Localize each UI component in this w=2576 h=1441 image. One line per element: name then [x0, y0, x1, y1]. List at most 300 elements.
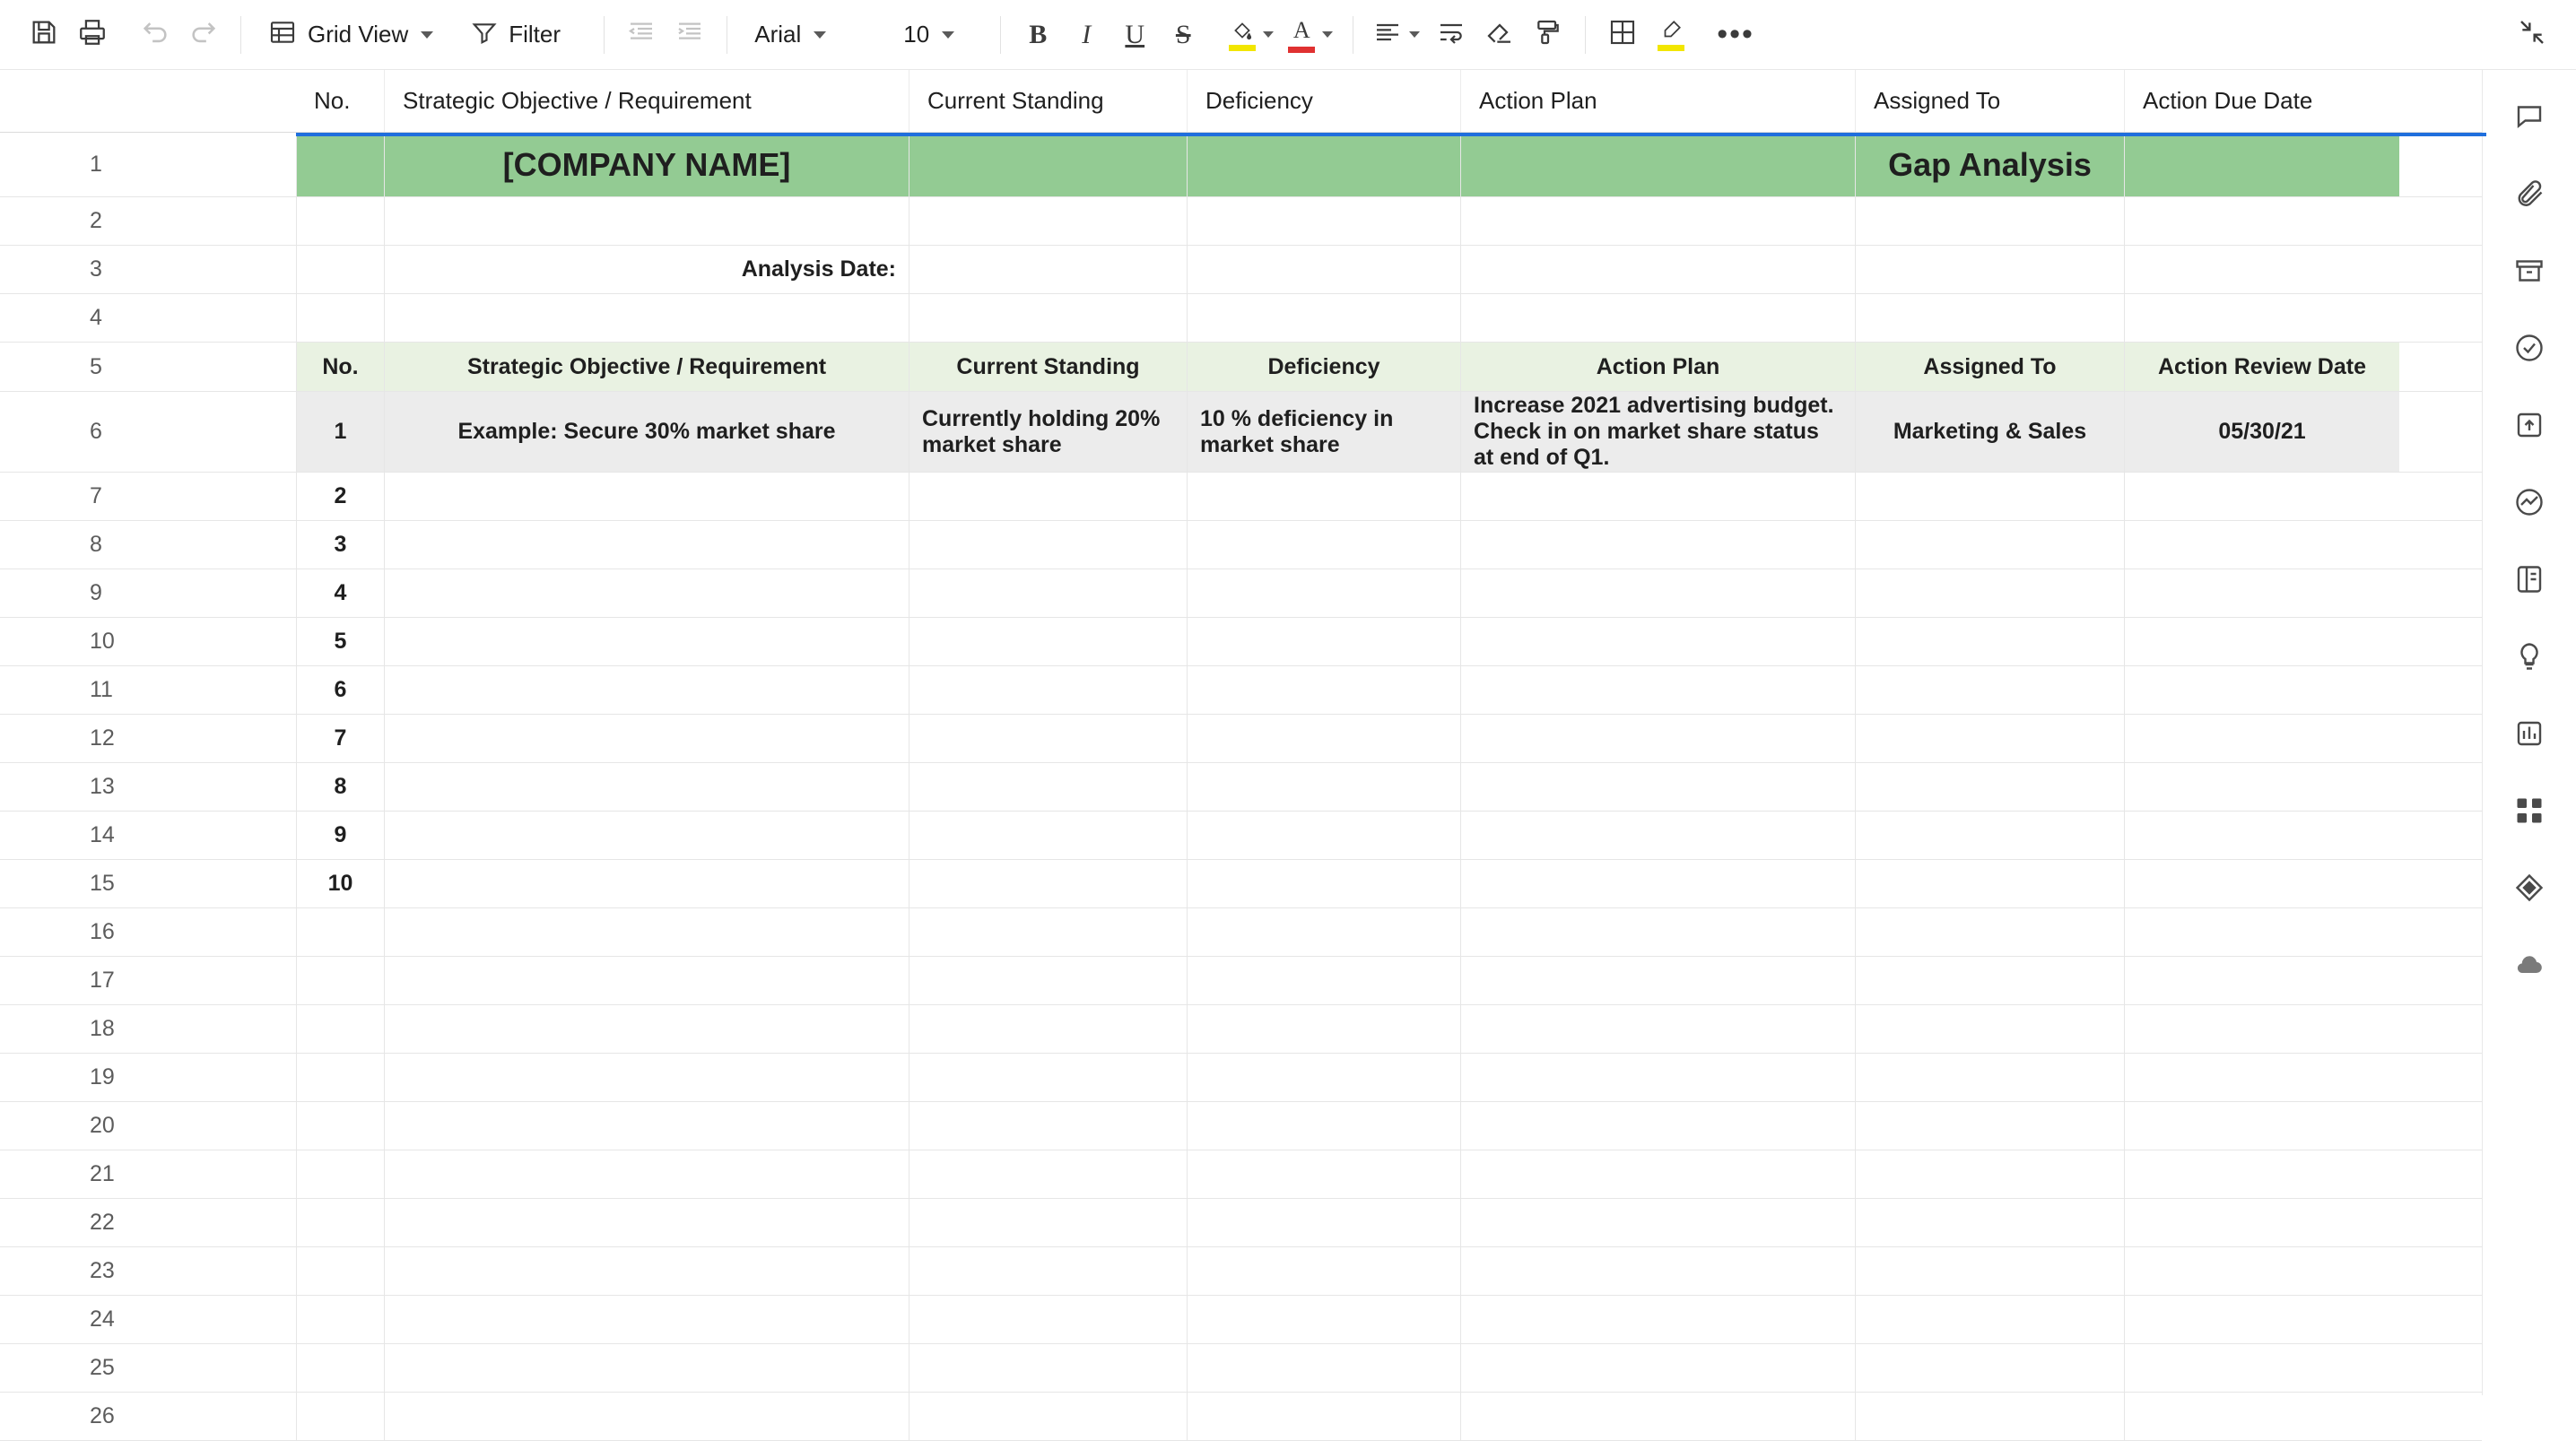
cell[interactable] — [1460, 957, 1855, 1004]
row-number[interactable]: 22 — [0, 1199, 296, 1246]
highlighter-button[interactable] — [1647, 11, 1695, 59]
cell-objective[interactable] — [384, 860, 909, 907]
cell[interactable] — [1187, 197, 1460, 245]
cell[interactable] — [1855, 246, 2124, 293]
cell[interactable] — [1460, 1150, 1855, 1198]
row-number[interactable]: 1 — [0, 133, 296, 196]
cell-action[interactable] — [1460, 569, 1855, 617]
cell-assigned[interactable] — [1855, 812, 2124, 859]
cell[interactable] — [1187, 294, 1460, 342]
cell[interactable] — [296, 197, 384, 245]
cell[interactable] — [1187, 908, 1460, 956]
cell-due[interactable] — [2124, 473, 2399, 520]
cell-current[interactable] — [909, 715, 1187, 762]
cell[interactable] — [1460, 1199, 1855, 1246]
table-row[interactable] — [0, 294, 2482, 343]
field-header-current[interactable]: Current Standing — [909, 70, 1187, 132]
cell-example-action[interactable]: Increase 2021 advertising budget. Check in on market share status at end of Q1. — [1460, 392, 1855, 472]
text-color-icon: A — [1288, 17, 1315, 53]
cell[interactable] — [1187, 1102, 1460, 1150]
cloud-icon[interactable] — [2497, 933, 2562, 997]
row-number[interactable]: 19 — [0, 1054, 296, 1101]
cell[interactable] — [1187, 1005, 1460, 1053]
cell-current[interactable] — [909, 860, 1187, 907]
more-options-button[interactable] — [1710, 11, 1762, 59]
cell[interactable] — [1460, 1005, 1855, 1053]
row-number[interactable]: 13 — [0, 763, 296, 811]
column-header-objective[interactable]: Strategic Objective / Requirement — [384, 343, 909, 391]
row-number[interactable]: 21 — [0, 1150, 296, 1198]
row-number[interactable]: 15 — [0, 860, 296, 907]
toolbar-divider — [240, 16, 241, 54]
cell-objective[interactable] — [384, 715, 909, 762]
cell-analysis-date-label[interactable]: Analysis Date: — [384, 246, 909, 293]
italic-icon: I — [1082, 19, 1092, 49]
cell-current[interactable] — [909, 763, 1187, 811]
cell-action[interactable] — [1460, 763, 1855, 811]
italic-button[interactable] — [1062, 11, 1110, 59]
chevron-down-icon — [814, 31, 826, 39]
cell-no[interactable]: 4 — [296, 569, 384, 617]
collapse-button[interactable] — [2508, 11, 2556, 59]
cell[interactable] — [384, 294, 909, 342]
idea-icon[interactable] — [2497, 624, 2562, 689]
row-number[interactable]: 16 — [0, 908, 296, 956]
format-painter-icon — [1534, 18, 1562, 51]
cell[interactable] — [909, 957, 1187, 1004]
summary-icon[interactable] — [2497, 547, 2562, 612]
cell-assigned[interactable] — [1855, 569, 2124, 617]
toolbar-divider-4 — [1000, 16, 1001, 54]
cell[interactable] — [1855, 908, 2124, 956]
cell[interactable] — [296, 1296, 384, 1343]
cell[interactable] — [384, 1054, 909, 1101]
cell[interactable] — [296, 294, 384, 342]
cell[interactable] — [384, 1296, 909, 1343]
column-header-assigned[interactable]: Assigned To — [1855, 343, 2124, 391]
cell-deficiency[interactable] — [1187, 715, 1460, 762]
field-header-deficiency[interactable]: Deficiency — [1187, 70, 1460, 132]
cell[interactable] — [1187, 957, 1460, 1004]
fill-color-button[interactable] — [1222, 11, 1281, 59]
cell[interactable] — [1187, 1199, 1460, 1246]
cell-objective[interactable] — [384, 812, 909, 859]
table-row[interactable] — [0, 957, 2482, 1005]
highlighter-icon — [1658, 19, 1684, 51]
row-number[interactable]: 7 — [0, 473, 296, 520]
cell[interactable] — [1855, 1150, 2124, 1198]
grid-view-label: Grid View — [308, 21, 409, 48]
cell-no[interactable]: 2 — [296, 473, 384, 520]
cell-objective[interactable] — [384, 521, 909, 569]
table-row[interactable] — [0, 715, 2482, 763]
eraser-icon — [1485, 18, 1514, 51]
table-row[interactable] — [0, 1054, 2482, 1102]
table-row[interactable] — [0, 666, 2482, 715]
column-header-review[interactable]: Action Review Date — [2124, 343, 2399, 391]
cell-deficiency[interactable] — [1187, 521, 1460, 569]
save-button[interactable] — [20, 11, 68, 59]
row-number[interactable]: 2 — [0, 197, 296, 245]
filter-icon — [471, 19, 498, 50]
cell[interactable] — [1460, 1296, 1855, 1343]
cell[interactable] — [1855, 197, 2124, 245]
cell[interactable] — [384, 1393, 909, 1440]
right-sidebar — [2482, 70, 2576, 1395]
field-header-no[interactable]: No. — [314, 87, 351, 114]
table-row[interactable] — [0, 908, 2482, 957]
cell-assigned[interactable] — [1855, 473, 2124, 520]
row-number[interactable]: 20 — [0, 1102, 296, 1150]
apps-icon[interactable] — [2497, 778, 2562, 843]
table-row[interactable] — [0, 860, 2482, 908]
cell[interactable] — [1855, 957, 2124, 1004]
cell[interactable] — [1187, 246, 1460, 293]
cell-banner-4[interactable] — [1460, 133, 1855, 196]
cell-due[interactable] — [2124, 715, 2399, 762]
cell-action[interactable] — [1460, 666, 1855, 714]
main-area — [0, 70, 2576, 1428]
cell-example-objective[interactable]: Example: Secure 30% market share — [384, 392, 909, 472]
cell-banner-3[interactable] — [1187, 133, 1460, 196]
cell[interactable] — [1187, 1150, 1460, 1198]
cell[interactable] — [909, 908, 1187, 956]
cell[interactable] — [1187, 1054, 1460, 1101]
table-row[interactable] — [0, 133, 2482, 197]
table-row[interactable] — [0, 1005, 2482, 1054]
field-header-bar — [0, 70, 2482, 133]
cell[interactable] — [1460, 1393, 1855, 1440]
cell[interactable] — [1855, 1296, 2124, 1343]
cell[interactable] — [2124, 1344, 2399, 1392]
cell[interactable] — [2124, 1054, 2399, 1101]
field-header-objective[interactable]: Strategic Objective / Requirement — [384, 70, 909, 132]
bold-button[interactable] — [1014, 11, 1062, 59]
archive-icon[interactable] — [2497, 239, 2562, 303]
font-family-value: Arial — [754, 21, 802, 48]
cell[interactable] — [909, 1102, 1187, 1150]
table-row[interactable] — [0, 1102, 2482, 1150]
cell[interactable] — [2124, 1199, 2399, 1246]
cell-current[interactable] — [909, 569, 1187, 617]
column-header-no[interactable]: No. — [296, 343, 384, 391]
cell[interactable] — [1460, 1102, 1855, 1150]
cell[interactable] — [296, 1150, 384, 1198]
borders-button[interactable] — [1598, 11, 1647, 59]
chevron-down-icon — [1263, 31, 1274, 38]
table-row[interactable] — [0, 1247, 2482, 1296]
cell[interactable] — [296, 1005, 384, 1053]
cell-no[interactable]: 10 — [296, 860, 384, 907]
cell-deficiency[interactable] — [1187, 860, 1460, 907]
attachment-icon[interactable] — [2497, 161, 2562, 226]
cell[interactable] — [2124, 957, 2399, 1004]
cell[interactable] — [2124, 246, 2399, 293]
redo-icon — [188, 17, 219, 52]
table-row[interactable] — [0, 1296, 2482, 1344]
cell[interactable] — [1460, 1344, 1855, 1392]
column-header-action[interactable]: Action Plan — [1460, 343, 1855, 391]
cell[interactable] — [1855, 1054, 2124, 1101]
row-number[interactable]: 5 — [0, 343, 296, 391]
cell-example-assigned[interactable]: Marketing & Sales — [1855, 392, 2124, 472]
cell[interactable] — [384, 908, 909, 956]
cell[interactable] — [909, 197, 1187, 245]
table-row[interactable] — [0, 246, 2482, 294]
selection-indicator — [296, 133, 2486, 136]
activity-icon[interactable] — [2497, 316, 2562, 380]
cell[interactable] — [1460, 1054, 1855, 1101]
print-button[interactable] — [68, 11, 117, 59]
cell-no[interactable]: 5 — [296, 618, 384, 665]
cell-current[interactable] — [909, 812, 1187, 859]
field-header-assigned[interactable]: Assigned To — [1855, 70, 2124, 132]
cell[interactable] — [909, 1054, 1187, 1101]
cell-assigned[interactable] — [1855, 715, 2124, 762]
table-row[interactable] — [0, 1393, 2482, 1441]
cell-no[interactable]: 9 — [296, 812, 384, 859]
wrap-text-button[interactable] — [1427, 11, 1475, 59]
row-number[interactable]: 14 — [0, 812, 296, 859]
cell-action[interactable] — [1460, 860, 1855, 907]
diamond-icon[interactable] — [2497, 855, 2562, 920]
cell-due[interactable] — [2124, 812, 2399, 859]
cell[interactable] — [909, 1150, 1187, 1198]
cell[interactable] — [384, 197, 909, 245]
cell[interactable] — [1187, 1247, 1460, 1295]
table-row[interactable] — [0, 521, 2482, 569]
row-number[interactable]: 26 — [0, 1393, 296, 1440]
trend-icon[interactable] — [2497, 470, 2562, 534]
cell[interactable] — [1187, 1296, 1460, 1343]
cell[interactable] — [384, 1344, 909, 1392]
cell-current[interactable] — [909, 618, 1187, 665]
wrap-text-icon — [1437, 18, 1466, 51]
cell[interactable] — [2124, 1150, 2399, 1198]
cell-current[interactable] — [909, 473, 1187, 520]
font-family-selector[interactable] — [740, 11, 875, 59]
text-align-button[interactable] — [1366, 11, 1427, 59]
cell-objective[interactable] — [384, 666, 909, 714]
cell-deficiency[interactable] — [1187, 666, 1460, 714]
cell-no[interactable]: 3 — [296, 521, 384, 569]
table-row[interactable] — [0, 1344, 2482, 1393]
table-row[interactable] — [0, 197, 2482, 246]
cell-example-deficiency[interactable]: 10 % deficiency in market share — [1187, 392, 1460, 472]
cell[interactable] — [909, 1393, 1187, 1440]
decrease-indent-button[interactable] — [617, 11, 666, 59]
row-number[interactable]: 23 — [0, 1247, 296, 1295]
cell-action[interactable] — [1460, 715, 1855, 762]
table-row[interactable] — [0, 343, 2482, 392]
align-left-icon — [1373, 18, 1402, 51]
cell[interactable] — [1460, 908, 1855, 956]
cell[interactable] — [2124, 197, 2399, 245]
table-row[interactable] — [0, 763, 2482, 812]
field-header-due[interactable]: Action Due Date — [2124, 70, 2399, 132]
cell-assigned[interactable] — [1855, 521, 2124, 569]
cell[interactable] — [384, 1150, 909, 1198]
row-number[interactable]: 11 — [0, 666, 296, 714]
cell[interactable] — [2124, 294, 2399, 342]
empty-rows — [0, 908, 2482, 1441]
grid-view-selector[interactable] — [254, 11, 442, 59]
cell[interactable] — [2124, 1296, 2399, 1343]
cell[interactable] — [296, 1393, 384, 1440]
cell-assigned[interactable] — [1855, 860, 2124, 907]
cell[interactable] — [909, 1296, 1187, 1343]
cell[interactable] — [296, 957, 384, 1004]
row-number[interactable]: 17 — [0, 957, 296, 1004]
cell[interactable] — [2124, 1393, 2399, 1440]
table-row[interactable] — [0, 1199, 2482, 1247]
cell[interactable] — [296, 908, 384, 956]
cell-current[interactable] — [909, 666, 1187, 714]
cell[interactable] — [2124, 1247, 2399, 1295]
cell-action[interactable] — [1460, 473, 1855, 520]
cell[interactable] — [909, 1199, 1187, 1246]
table-row[interactable] — [0, 392, 2482, 473]
cell[interactable] — [384, 1247, 909, 1295]
cell[interactable] — [1460, 197, 1855, 245]
filter-button[interactable] — [457, 11, 591, 59]
cell-objective[interactable] — [384, 618, 909, 665]
cell-action[interactable] — [1460, 618, 1855, 665]
cell-no[interactable]: 8 — [296, 763, 384, 811]
increase-indent-icon — [675, 18, 704, 51]
redo-button[interactable] — [179, 11, 228, 59]
cell[interactable] — [296, 1054, 384, 1101]
cell-deficiency[interactable] — [1187, 618, 1460, 665]
row-number[interactable]: 24 — [0, 1296, 296, 1343]
table-row[interactable] — [0, 812, 2482, 860]
row-number[interactable]: 10 — [0, 618, 296, 665]
cell-assigned[interactable] — [1855, 666, 2124, 714]
cell-banner-spacer[interactable] — [296, 133, 384, 196]
cell[interactable] — [1855, 1393, 2124, 1440]
cell[interactable] — [1855, 1247, 2124, 1295]
cell[interactable] — [2124, 908, 2399, 956]
cell-action[interactable] — [1460, 812, 1855, 859]
table-row[interactable] — [0, 473, 2482, 521]
cell-deficiency[interactable] — [1187, 763, 1460, 811]
cell[interactable] — [1855, 1199, 2124, 1246]
increase-indent-button[interactable] — [666, 11, 714, 59]
cell-assigned[interactable] — [1855, 618, 2124, 665]
cell-gap-analysis — [1855, 133, 2124, 196]
cell-due[interactable] — [2124, 666, 2399, 714]
cell-example-no[interactable]: 1 — [296, 392, 384, 472]
cell[interactable] — [384, 1005, 909, 1053]
row-number[interactable]: 6 — [0, 392, 296, 472]
row-number[interactable]: 25 — [0, 1344, 296, 1392]
cell-objective[interactable] — [384, 473, 909, 520]
field-header-action[interactable]: Action Plan — [1460, 70, 1855, 132]
cell[interactable] — [1187, 1393, 1460, 1440]
cell[interactable] — [296, 1344, 384, 1392]
cell-objective[interactable] — [384, 569, 909, 617]
cell[interactable] — [1855, 1005, 2124, 1053]
cell-deficiency[interactable] — [1187, 812, 1460, 859]
row-number[interactable]: 3 — [0, 246, 296, 293]
row-number[interactable]: 9 — [0, 569, 296, 617]
print-icon — [77, 17, 108, 52]
cell[interactable] — [1855, 1344, 2124, 1392]
cell[interactable] — [909, 1247, 1187, 1295]
cell[interactable] — [296, 1199, 384, 1246]
cell-due[interactable] — [2124, 618, 2399, 665]
cell-example-current[interactable]: Currently holding 20% market share — [909, 392, 1187, 472]
cell-due[interactable] — [2124, 763, 2399, 811]
cell-due[interactable] — [2124, 521, 2399, 569]
cell-assigned[interactable] — [1855, 763, 2124, 811]
cell-deficiency[interactable] — [1187, 473, 1460, 520]
cell[interactable] — [1187, 1344, 1460, 1392]
cell[interactable] — [1855, 294, 2124, 342]
spreadsheet[interactable] — [0, 70, 2482, 1428]
strikethrough-button[interactable] — [1159, 11, 1207, 59]
font-size-selector[interactable] — [889, 11, 988, 59]
cell[interactable] — [2124, 1005, 2399, 1053]
cell-no[interactable]: 7 — [296, 715, 384, 762]
cell-example-due[interactable]: 05/30/21 — [2124, 392, 2399, 472]
cell[interactable] — [1460, 1247, 1855, 1295]
cell[interactable] — [1460, 246, 1855, 293]
cell[interactable] — [909, 294, 1187, 342]
publish-icon[interactable] — [2497, 393, 2562, 457]
toolbar-divider-2 — [604, 16, 605, 54]
cell-due[interactable] — [2124, 860, 2399, 907]
cell-banner-5[interactable] — [2124, 133, 2399, 196]
cell-current[interactable] — [909, 521, 1187, 569]
table-row[interactable] — [0, 569, 2482, 618]
row-number[interactable]: 12 — [0, 715, 296, 762]
cell-banner-2[interactable] — [909, 133, 1187, 196]
cell[interactable] — [2124, 1102, 2399, 1150]
cell[interactable] — [296, 246, 384, 293]
column-header-deficiency[interactable]: Deficiency — [1187, 343, 1460, 391]
column-header-current[interactable]: Current Standing — [909, 343, 1187, 391]
cell[interactable] — [384, 1199, 909, 1246]
cell-due[interactable] — [2124, 569, 2399, 617]
row-number[interactable]: 4 — [0, 294, 296, 342]
row-number[interactable]: 18 — [0, 1005, 296, 1053]
clear-format-button[interactable] — [1475, 11, 1524, 59]
row-number[interactable]: 8 — [0, 521, 296, 569]
format-painter-button[interactable] — [1524, 11, 1572, 59]
table-row[interactable] — [0, 1150, 2482, 1199]
cell-analysis-date-value[interactable] — [909, 246, 1187, 293]
cell[interactable] — [296, 1102, 384, 1150]
table-row[interactable] — [0, 618, 2482, 666]
comment-icon[interactable] — [2497, 84, 2562, 149]
cell-objective[interactable] — [384, 763, 909, 811]
undo-button[interactable] — [131, 11, 179, 59]
cell[interactable] — [384, 957, 909, 1004]
chart-icon[interactable] — [2497, 701, 2562, 766]
cell-action[interactable] — [1460, 521, 1855, 569]
cell[interactable] — [384, 1102, 909, 1150]
underline-button[interactable] — [1110, 11, 1159, 59]
cell-deficiency[interactable] — [1187, 569, 1460, 617]
cell[interactable] — [1855, 1102, 2124, 1150]
text-color-button[interactable] — [1281, 11, 1340, 59]
cell[interactable] — [909, 1005, 1187, 1053]
cell-no[interactable]: 6 — [296, 666, 384, 714]
cell[interactable] — [909, 1344, 1187, 1392]
cell[interactable] — [296, 1247, 384, 1295]
cell[interactable] — [1460, 294, 1855, 342]
